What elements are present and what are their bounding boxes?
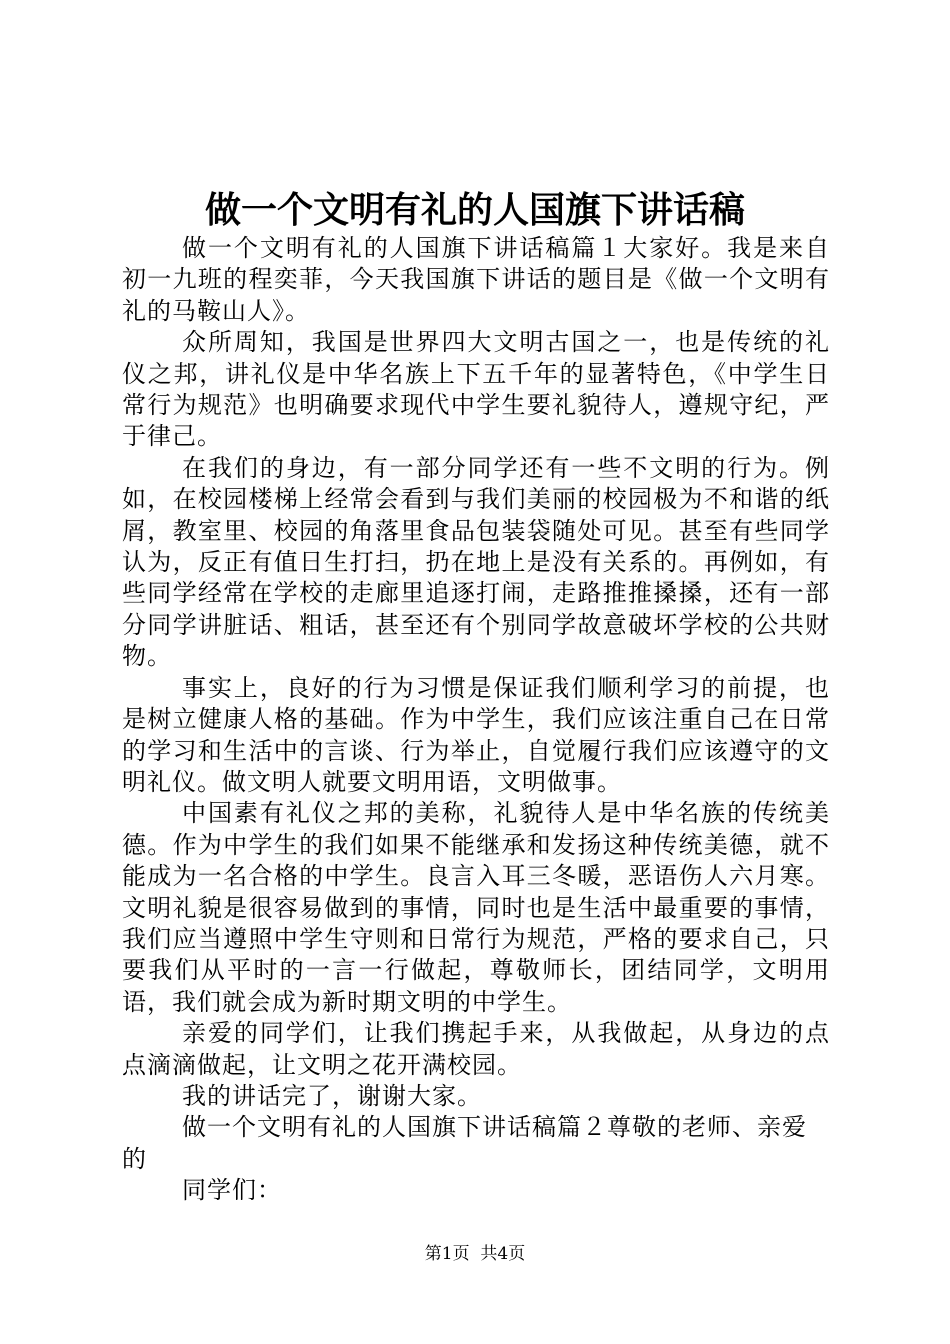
paragraph: 同学们： xyxy=(182,1176,282,1205)
document-body xyxy=(122,233,830,1207)
paragraph: 做一个文明有礼的人国旗下讲话稿篇１大家好。我是来自初一九班的程奕菲，今天我国旗下讲话的题目是《做一个文明有礼的马鞍山人》。 xyxy=(122,234,830,325)
paragraph: 在我们的身边，有一部分同学还有一些不文明的行为。例如，在校园楼梯上经常会看到与我们美丽的校园极为不和谐的纸屑，教室里、校园的角落里食品包装袋随处可见。甚至有些同学认为，反正有值日生打扫，扔在地上是没有关系的。再例如，有些同学经常在学校的走廊里追逐打闹，走路推推搡搡，还有一部分同学讲脏话、粗话，甚至还有个别同学故意破坏学校的公共财物。 xyxy=(122,453,830,671)
paragraph: 事实上，良好的行为习惯是保证我们顺利学习的前提，也是树立健康人格的基础。作为中学生，我们应该注重自己在日常的学习和生活中的言谈、行为举止，自觉履行我们应该遵守的文明礼仪。做文明人就要文明用语，文明做事。 xyxy=(122,673,830,796)
paragraph: 亲爱的同学们，让我们携起手来，从我做起，从身边的点点滴滴做起，让文明之花开满校园。 xyxy=(122,1019,830,1079)
page-total: 共4页 xyxy=(480,1244,526,1264)
paragraph: 做一个文明有礼的人国旗下讲话稿篇２尊敬的老师、亲爱的 xyxy=(122,1113,807,1173)
paragraph: 中国素有礼仪之邦的美称，礼貌待人是中华名族的传统美德。作为中学生的我们如果不能继承和发扬这种传统美德，就不能成为一名合格的中学生。良言入耳三冬暖，恶语伤人六月寒。文明礼貌是很容易做到的事情，同时也是生活中最重要的事情，我们应当遵照中学生守则和日常行为规范，严格的要求自己，只要我们从平时的一言一行做起，尊敬师长，团结同学，文明用语，我们就会成为新时期文明的中学生。 xyxy=(122,799,830,1016)
paragraph: 我的讲话完了，谢谢大家。 xyxy=(182,1081,482,1110)
page-number: 第1页 xyxy=(424,1244,470,1264)
paragraph: 众所周知，我国是世界四大文明古国之一，也是传统的礼仪之邦，讲礼仪是中华名族上下五千年的显著特色，《中学生日常行为规范》也明确要求现代中学生要礼貌待人，遵规守纪，严于律己。 xyxy=(122,328,830,451)
page-footer xyxy=(0,1243,950,1265)
page-title: 做一个文明有礼的人国旗下讲话稿 xyxy=(204,189,745,231)
